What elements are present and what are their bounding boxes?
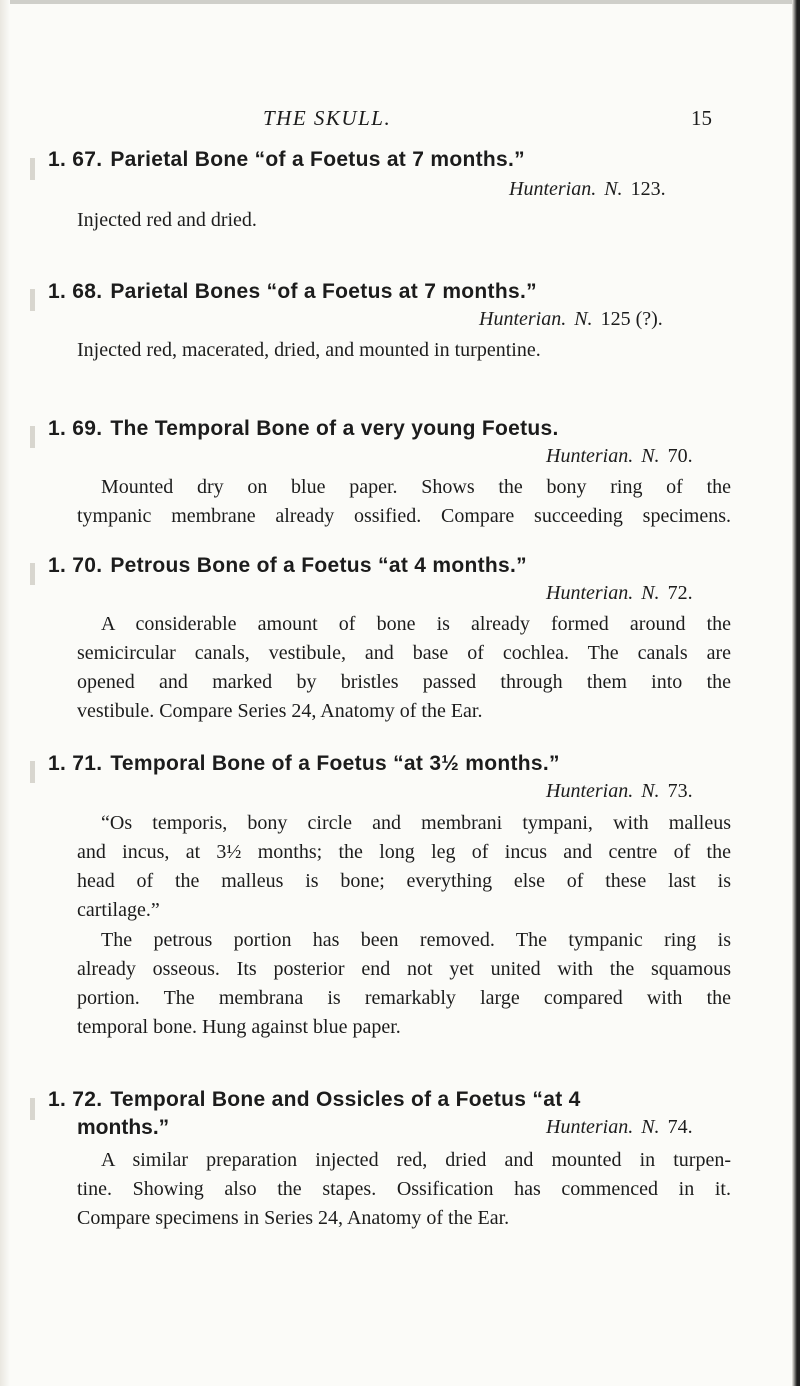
source-name: Hunterian. xyxy=(546,1116,634,1138)
page-right-edge xyxy=(792,0,800,1386)
text-line: A considerable amount of bone is already formed around the xyxy=(101,613,731,635)
entry-source xyxy=(479,308,663,331)
text-line: Injected red, macerated, dried, and mounted in turpentine. xyxy=(77,339,541,361)
entry-title: Temporal Bone of a Foetus “at 3½ months.” xyxy=(110,752,560,775)
entry-source xyxy=(546,582,693,605)
entry-number: 1. 68. xyxy=(48,280,103,303)
running-head xyxy=(0,106,800,134)
page-number: 15 xyxy=(691,106,712,130)
margin-mark xyxy=(30,158,35,180)
entry-title: The Temporal Bone of a very young Foetus. xyxy=(110,417,559,440)
entry-number: 1. 67. xyxy=(48,148,103,171)
text-line: tine. Showing also the stapes. Ossification has commenced in it. xyxy=(77,1178,731,1200)
entry-title: Parietal Bone “of a Foetus at 7 months.” xyxy=(110,148,525,171)
text-line: Compare specimens in Series 24, Anatomy of the Ear. xyxy=(77,1207,510,1229)
entry-description xyxy=(77,473,731,531)
entry-description xyxy=(77,926,731,1042)
entry-number: 1. 70. xyxy=(48,554,103,577)
source-number: 70. xyxy=(667,445,693,467)
entry-title: Temporal Bone and Ossicles of a Foetus “at 4 xyxy=(110,1088,581,1111)
margin-mark xyxy=(30,563,35,585)
entry-source xyxy=(546,445,693,468)
entry-source xyxy=(509,178,666,201)
margin-mark xyxy=(30,761,35,783)
source-number: 72. xyxy=(667,582,693,604)
text-line: and incus, at 3½ months; the long leg of incus and centre of the xyxy=(77,841,731,863)
entry-description xyxy=(77,206,731,235)
source-name: Hunterian. xyxy=(509,178,597,200)
page-top-edge xyxy=(0,0,800,4)
entry-description xyxy=(77,610,731,726)
entry-number: 1. 71. xyxy=(48,752,103,775)
text-line: temporal bone. Hung against blue paper. xyxy=(77,1016,401,1038)
entry-description xyxy=(77,1146,731,1233)
entry-source xyxy=(546,1116,693,1139)
entry-number: 1. 72. xyxy=(48,1088,103,1111)
entry-heading-continued: months.” xyxy=(77,1116,170,1139)
source-n: N. xyxy=(641,780,660,802)
source-number: 74. xyxy=(667,1116,693,1138)
source-name: Hunterian. xyxy=(546,780,634,802)
entry-heading xyxy=(48,554,527,578)
margin-mark xyxy=(30,426,35,448)
source-n: N. xyxy=(641,445,660,467)
entry-heading xyxy=(48,148,525,172)
entry-heading xyxy=(48,417,559,441)
entry-description xyxy=(77,336,731,365)
entry-title: Petrous Bone of a Foetus “at 4 months.” xyxy=(110,554,527,577)
source-name: Hunterian. xyxy=(546,582,634,604)
page-left-edge xyxy=(0,0,10,1386)
source-name: Hunterian. xyxy=(479,308,567,330)
entry-heading xyxy=(48,280,537,304)
source-n: N. xyxy=(641,1116,660,1138)
source-n: N. xyxy=(641,582,660,604)
text-line: portion. The membrana is remarkably large compared with the xyxy=(77,987,731,1009)
text-line: already osseous. Its posterior end not yet united with the squamous xyxy=(77,958,731,980)
text-line: opened and marked by bristles passed through them into the xyxy=(77,671,731,693)
text-line: A similar preparation injected red, dried and mounted in turpen- xyxy=(101,1149,731,1171)
entry-number: 1. 69. xyxy=(48,417,103,440)
source-number: 125 (?). xyxy=(600,308,663,330)
text-line: head of the malleus is bone; everything else of these last is xyxy=(77,870,731,892)
margin-mark xyxy=(30,1098,35,1120)
source-number: 123. xyxy=(630,178,666,200)
source-n: N. xyxy=(574,308,593,330)
text-line: vestibule. Compare Series 24, Anatomy of the Ear. xyxy=(77,700,483,722)
source-n: N. xyxy=(604,178,623,200)
text-line: Mounted dry on blue paper. Shows the bony ring of the xyxy=(101,476,731,498)
source-number: 73. xyxy=(667,780,693,802)
entry-heading xyxy=(48,1088,732,1112)
text-line: “Os temporis, bony circle and membrani tympani, with malleus xyxy=(101,812,731,834)
running-title: THE SKULL. xyxy=(263,106,392,130)
entry-quotation xyxy=(77,809,731,925)
text-line: semicircular canals, vestibule, and base of cochlea. The canals are xyxy=(77,642,731,664)
text-line: Injected red and dried. xyxy=(77,209,257,231)
source-name: Hunterian. xyxy=(546,445,634,467)
text-line: The petrous portion has been removed. The tympanic ring is xyxy=(101,929,731,951)
entry-source xyxy=(546,780,693,803)
entry-title: Parietal Bones “of a Foetus at 7 months.” xyxy=(110,280,537,303)
text-line: tympanic membrane already ossified. Compare succeeding specimens. xyxy=(77,505,731,527)
entry-heading xyxy=(48,752,560,776)
margin-mark xyxy=(30,289,35,311)
text-line: cartilage.” xyxy=(77,899,160,921)
